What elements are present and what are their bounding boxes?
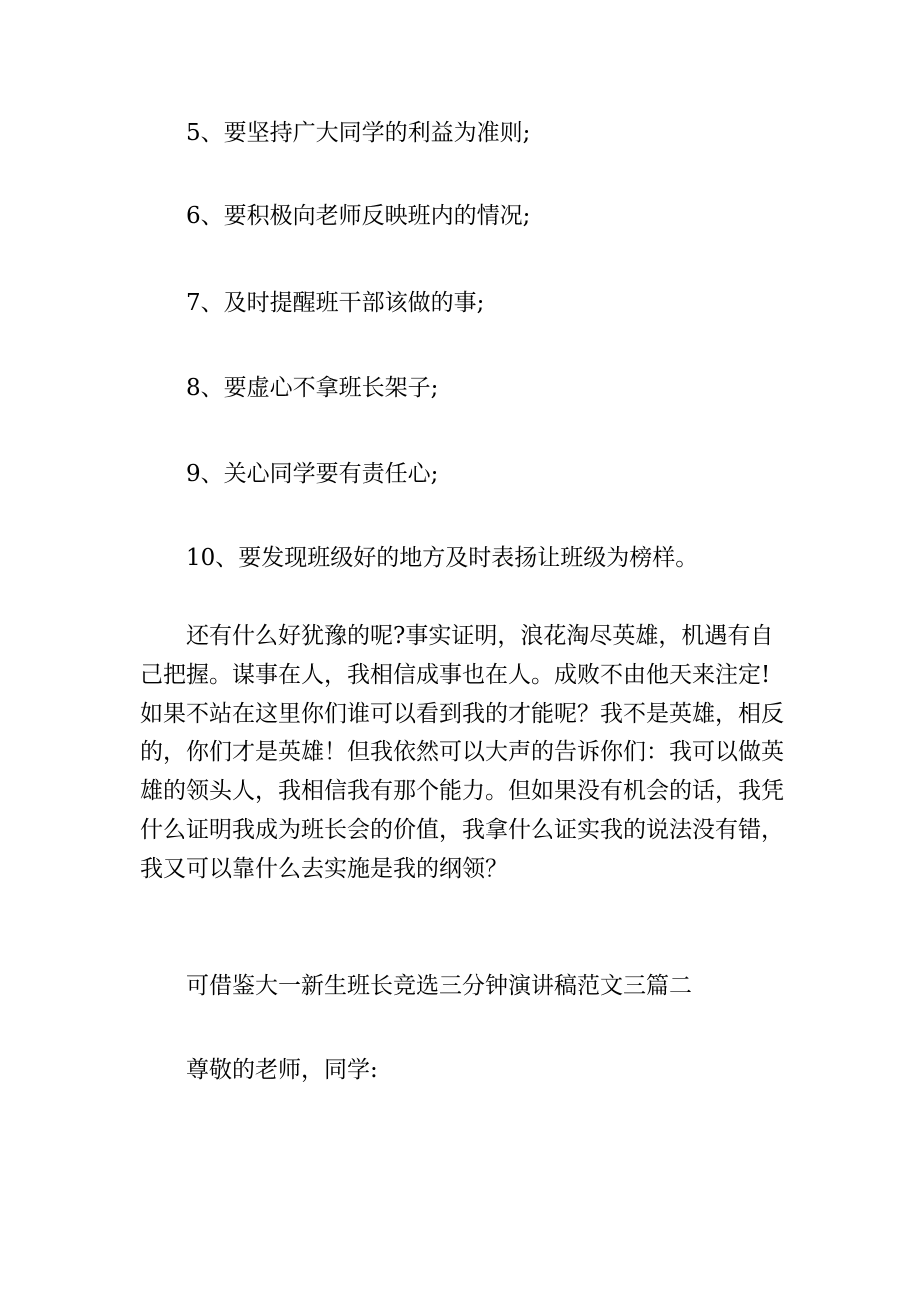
list-item: 5、要坚持广大同学的利益为准则; bbox=[186, 120, 531, 146]
list-item: 10、要发现班级好的地方及时表扬让班级为榜样。 bbox=[186, 545, 699, 571]
paragraph-line: 什么证明我成为班长会的价值，我拿什么证实我的说法没有错， bbox=[140, 816, 784, 843]
paragraph-line: 的，你们才是英雄！但我依然可以大声的告诉你们：我可以做英 bbox=[140, 739, 784, 766]
body-paragraph bbox=[140, 617, 820, 889]
list-item: 6、要积极向老师反映班内的情况; bbox=[186, 203, 531, 229]
paragraph-line: 还有什么好犹豫的呢?事实证明，浪花淘尽英雄，机遇有自 bbox=[186, 623, 774, 649]
paragraph-line: 我又可以靠什么去实施是我的纲领？ bbox=[140, 855, 508, 882]
paragraph-line: 己把握。谋事在人，我相信成事也在人。成败不由他天来注定! bbox=[140, 661, 771, 688]
list-item: 9、关心同学要有责任心; bbox=[186, 461, 439, 487]
paragraph-line: 如果不站在这里你们谁可以看到我的才能呢？我不是英雄，相反 bbox=[140, 700, 784, 727]
section-title: 可借鉴大一新生班长竞选三分钟演讲稿范文三篇二 bbox=[186, 973, 692, 999]
list-item: 8、要虚心不拿班长架子; bbox=[186, 375, 439, 401]
salutation: 尊敬的老师，同学: bbox=[186, 1057, 378, 1083]
paragraph-line: 雄的领头人，我相信我有那个能力。但如果没有机会的话，我凭 bbox=[140, 778, 784, 805]
list-item: 7、及时提醒班干部该做的事; bbox=[186, 290, 485, 316]
